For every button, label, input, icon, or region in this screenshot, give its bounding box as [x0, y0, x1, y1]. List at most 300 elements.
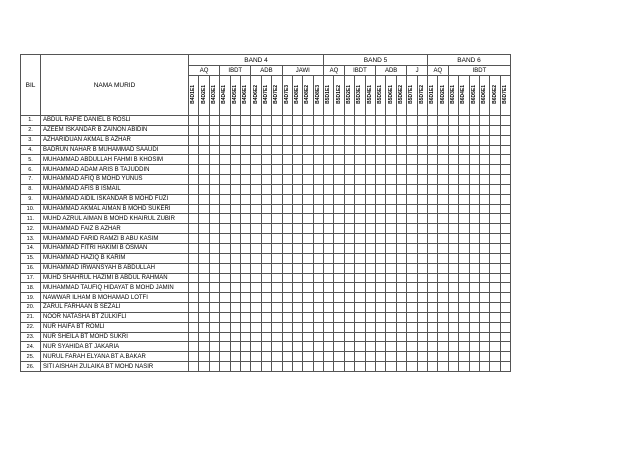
score-cell — [324, 342, 334, 352]
score-cell — [396, 116, 406, 126]
score-cell — [427, 145, 437, 155]
row-number: 7. — [21, 175, 41, 185]
student-name: AZEEM ISKANDAR B ZAINON ABIDIN — [41, 125, 189, 135]
score-cell — [407, 234, 417, 244]
score-cell — [396, 234, 406, 244]
score-cell — [344, 184, 354, 194]
score-cell — [220, 303, 230, 313]
score-cell — [386, 332, 396, 342]
score-cell — [427, 332, 437, 342]
score-cell — [199, 263, 209, 273]
score-cell — [407, 322, 417, 332]
code-label: B5D4E1 — [366, 85, 373, 104]
score-cell — [313, 135, 323, 145]
score-cell — [220, 184, 230, 194]
score-cell — [417, 155, 427, 165]
score-cell — [251, 303, 261, 313]
score-cell — [303, 224, 313, 234]
score-cell — [355, 243, 365, 253]
score-cell — [490, 116, 500, 126]
score-cell — [448, 322, 458, 332]
score-cell — [230, 204, 240, 214]
score-cell — [189, 165, 199, 175]
score-cell — [427, 214, 437, 224]
score-cell — [220, 352, 230, 362]
score-cell — [365, 253, 375, 263]
score-cell — [209, 204, 219, 214]
score-cell — [209, 312, 219, 322]
score-cell — [500, 273, 510, 283]
score-cell — [427, 125, 437, 135]
score-cell — [199, 342, 209, 352]
score-cell — [407, 155, 417, 165]
score-cell — [220, 125, 230, 135]
group-header: IBDT — [344, 66, 375, 76]
score-cell — [324, 155, 334, 165]
score-cell — [251, 352, 261, 362]
score-cell — [396, 184, 406, 194]
score-cell — [189, 116, 199, 126]
score-cell — [427, 135, 437, 145]
score-cell — [261, 145, 271, 155]
code-header-cell — [292, 76, 302, 116]
score-cell — [448, 194, 458, 204]
score-cell — [355, 342, 365, 352]
score-cell — [324, 243, 334, 253]
score-cell — [282, 224, 292, 234]
score-cell — [292, 204, 302, 214]
score-cell — [189, 352, 199, 362]
score-cell — [313, 184, 323, 194]
score-cell — [427, 303, 437, 313]
score-cell — [324, 303, 334, 313]
student-name: MUHAMMAD ABDULLAH FAHMI B KHOSIM — [41, 155, 189, 165]
score-cell — [365, 263, 375, 273]
score-cell — [282, 293, 292, 303]
score-cell — [282, 332, 292, 342]
table-row — [21, 273, 511, 283]
score-cell — [479, 194, 489, 204]
student-name: SITI AISHAH ZULAIKA BT MOHD NASIR — [41, 362, 189, 372]
code-label: B4D8E3 — [314, 85, 321, 104]
score-cell — [344, 135, 354, 145]
score-cell — [500, 253, 510, 263]
score-cell — [324, 165, 334, 175]
score-cell — [272, 303, 282, 313]
code-header-cell — [199, 76, 209, 116]
score-cell — [189, 214, 199, 224]
score-cell — [376, 352, 386, 362]
score-cell — [469, 303, 479, 313]
score-cell — [469, 352, 479, 362]
score-cell — [490, 283, 500, 293]
band-header: BAND 4 — [189, 55, 324, 66]
score-cell — [199, 204, 209, 214]
score-cell — [220, 312, 230, 322]
code-label: B5D3E1 — [356, 85, 363, 104]
score-cell — [438, 125, 448, 135]
code-label: B5D2E1 — [346, 85, 353, 104]
score-cell — [292, 165, 302, 175]
score-cell — [386, 342, 396, 352]
score-cell — [417, 224, 427, 234]
score-cell — [365, 273, 375, 283]
score-cell — [324, 263, 334, 273]
score-cell — [334, 293, 344, 303]
score-cell — [427, 283, 437, 293]
student-name: MUHAMMAD FITRI HAKIMI B OSMAN — [41, 243, 189, 253]
score-cell — [438, 145, 448, 155]
score-cell — [376, 263, 386, 273]
score-cell — [438, 312, 448, 322]
score-cell — [292, 312, 302, 322]
score-cell — [417, 234, 427, 244]
score-cell — [324, 194, 334, 204]
score-cell — [459, 342, 469, 352]
score-cell — [500, 204, 510, 214]
score-cell — [334, 155, 344, 165]
score-cell — [469, 165, 479, 175]
score-cell — [303, 293, 313, 303]
score-cell — [490, 175, 500, 185]
score-cell — [230, 253, 240, 263]
score-cell — [220, 342, 230, 352]
score-cell — [448, 155, 458, 165]
score-cell — [396, 145, 406, 155]
score-cell — [469, 342, 479, 352]
score-cell — [251, 194, 261, 204]
code-label: B6D4E1 — [460, 85, 467, 104]
score-cell — [313, 224, 323, 234]
student-name: ZARUL FARHAAN B SEZALI — [41, 303, 189, 313]
score-cell — [199, 155, 209, 165]
code-label: B5D6E1 — [387, 85, 394, 104]
score-cell — [459, 352, 469, 362]
score-cell — [365, 352, 375, 362]
score-cell — [334, 322, 344, 332]
score-cell — [272, 283, 282, 293]
score-cell — [459, 273, 469, 283]
score-cell — [189, 362, 199, 372]
score-cell — [240, 283, 250, 293]
score-cell — [365, 214, 375, 224]
score-cell — [376, 234, 386, 244]
score-cell — [230, 273, 240, 283]
score-cell — [427, 263, 437, 273]
score-cell — [355, 204, 365, 214]
score-cell — [386, 322, 396, 332]
score-cell — [220, 204, 230, 214]
score-cell — [303, 165, 313, 175]
score-cell — [355, 283, 365, 293]
score-cell — [251, 273, 261, 283]
student-name: MUHAMMAD AFIS B ISMAIL — [41, 184, 189, 194]
score-cell — [199, 165, 209, 175]
score-cell — [427, 243, 437, 253]
score-cell — [344, 204, 354, 214]
code-label: B4D8E1 — [294, 85, 301, 104]
score-cell — [448, 165, 458, 175]
score-cell — [500, 116, 510, 126]
score-cell — [407, 352, 417, 362]
score-cell — [251, 145, 261, 155]
code-header-cell — [220, 76, 230, 116]
score-cell — [240, 273, 250, 283]
score-cell — [230, 332, 240, 342]
score-cell — [272, 214, 282, 224]
score-cell — [407, 204, 417, 214]
code-header-cell — [261, 76, 271, 116]
score-cell — [230, 322, 240, 332]
score-cell — [396, 204, 406, 214]
score-cell — [292, 293, 302, 303]
row-number: 26. — [21, 362, 41, 372]
score-cell — [230, 194, 240, 204]
score-cell — [251, 175, 261, 185]
score-cell — [459, 175, 469, 185]
score-cell — [272, 263, 282, 273]
score-cell — [292, 175, 302, 185]
score-cell — [479, 234, 489, 244]
score-cell — [365, 332, 375, 342]
student-name: NUR SHEILA BT MOHD SUKRI — [41, 332, 189, 342]
score-cell — [396, 243, 406, 253]
score-cell — [469, 322, 479, 332]
score-cell — [209, 125, 219, 135]
code-label: B6D5E1 — [470, 85, 477, 104]
score-cell — [417, 303, 427, 313]
score-cell — [355, 145, 365, 155]
score-cell — [282, 362, 292, 372]
student-name: NURUL FARAH ELYANA BT A.BAKAR — [41, 352, 189, 362]
score-cell — [189, 243, 199, 253]
score-cell — [251, 184, 261, 194]
score-cell — [459, 263, 469, 273]
score-cell — [282, 342, 292, 352]
score-cell — [189, 253, 199, 263]
score-cell — [303, 175, 313, 185]
score-cell — [334, 243, 344, 253]
score-cell — [251, 332, 261, 342]
student-name: AZHARIDUAN AKMAL B AZHAR — [41, 135, 189, 145]
score-cell — [417, 362, 427, 372]
score-cell — [427, 342, 437, 352]
score-cell — [251, 234, 261, 244]
code-header-cell — [303, 76, 313, 116]
code-label: B6D3E1 — [449, 85, 456, 104]
student-name: NUR HAIFA BT ROMLI — [41, 322, 189, 332]
score-cell — [479, 243, 489, 253]
score-cell — [230, 214, 240, 224]
score-cell — [230, 243, 240, 253]
score-cell — [272, 175, 282, 185]
score-cell — [479, 342, 489, 352]
score-cell — [292, 194, 302, 204]
score-cell — [261, 303, 271, 313]
score-cell — [303, 135, 313, 145]
score-cell — [365, 342, 375, 352]
score-cell — [209, 194, 219, 204]
score-cell — [427, 224, 437, 234]
group-header: JAWI — [282, 66, 324, 76]
score-cell — [230, 283, 240, 293]
score-cell — [240, 214, 250, 224]
score-cell — [396, 194, 406, 204]
student-name: MUHAMMAD IRWANSYAH B ABDULLAH — [41, 263, 189, 273]
score-cell — [386, 234, 396, 244]
score-cell — [417, 214, 427, 224]
code-header-cell — [355, 76, 365, 116]
row-number: 23. — [21, 332, 41, 342]
score-cell — [209, 342, 219, 352]
score-cell — [313, 145, 323, 155]
score-cell — [407, 362, 417, 372]
score-cell — [355, 165, 365, 175]
score-cell — [209, 332, 219, 342]
score-cell — [303, 362, 313, 372]
score-cell — [199, 184, 209, 194]
score-cell — [417, 293, 427, 303]
score-cell — [355, 224, 365, 234]
score-cell — [459, 332, 469, 342]
row-number: 6. — [21, 165, 41, 175]
score-cell — [448, 116, 458, 126]
score-cell — [365, 283, 375, 293]
score-cell — [209, 116, 219, 126]
score-cell — [282, 165, 292, 175]
score-cell — [490, 342, 500, 352]
score-cell — [324, 253, 334, 263]
student-name: MUHAMMAD AFIQ B MOHD YUNUS — [41, 175, 189, 185]
score-cell — [386, 135, 396, 145]
table-row — [21, 263, 511, 273]
score-cell — [282, 283, 292, 293]
score-cell — [469, 273, 479, 283]
score-cell — [427, 155, 437, 165]
score-cell — [324, 273, 334, 283]
code-header-cell — [344, 76, 354, 116]
score-cell — [334, 194, 344, 204]
code-label: B4D4E1 — [221, 85, 228, 104]
score-cell — [407, 253, 417, 263]
score-cell — [500, 342, 510, 352]
score-cell — [365, 224, 375, 234]
score-cell — [272, 135, 282, 145]
score-cell — [355, 273, 365, 283]
row-number: 22. — [21, 322, 41, 332]
score-cell — [376, 165, 386, 175]
score-cell — [334, 175, 344, 185]
score-cell — [386, 224, 396, 234]
code-label: B5D5E1 — [377, 85, 384, 104]
score-cell — [324, 145, 334, 155]
score-cell — [376, 184, 386, 194]
score-cell — [251, 342, 261, 352]
student-name: NAWWAR ILHAM B MOHAMAD LOTFI — [41, 293, 189, 303]
row-number: 3. — [21, 135, 41, 145]
score-cell — [251, 283, 261, 293]
table-row — [21, 145, 511, 155]
score-cell — [376, 135, 386, 145]
score-cell — [261, 293, 271, 303]
code-header-cell — [313, 76, 323, 116]
code-label: B5D1E2 — [335, 85, 342, 104]
score-cell — [282, 214, 292, 224]
score-cell — [459, 234, 469, 244]
score-cell — [376, 342, 386, 352]
score-cell — [282, 253, 292, 263]
score-cell — [459, 125, 469, 135]
score-cell — [220, 175, 230, 185]
score-cell — [220, 116, 230, 126]
score-cell — [272, 312, 282, 322]
score-cell — [344, 234, 354, 244]
score-cell — [261, 322, 271, 332]
score-cell — [417, 243, 427, 253]
score-cell — [448, 224, 458, 234]
score-cell — [282, 273, 292, 283]
score-cell — [459, 322, 469, 332]
score-cell — [334, 116, 344, 126]
score-cell — [344, 342, 354, 352]
score-cell — [396, 352, 406, 362]
score-cell — [199, 135, 209, 145]
score-cell — [282, 155, 292, 165]
score-cell — [459, 224, 469, 234]
score-cell — [313, 204, 323, 214]
score-cell — [386, 243, 396, 253]
score-cell — [261, 263, 271, 273]
score-cell — [334, 165, 344, 175]
score-cell — [355, 175, 365, 185]
score-cell — [459, 214, 469, 224]
score-cell — [490, 273, 500, 283]
score-cell — [220, 243, 230, 253]
score-cell — [220, 273, 230, 283]
score-cell — [344, 214, 354, 224]
score-cell — [220, 332, 230, 342]
code-header-cell — [334, 76, 344, 116]
score-cell — [272, 322, 282, 332]
code-label: B4D2E1 — [200, 85, 207, 104]
score-cell — [438, 243, 448, 253]
score-cell — [490, 312, 500, 322]
score-cell — [272, 145, 282, 155]
score-cell — [459, 194, 469, 204]
score-cell — [365, 322, 375, 332]
score-cell — [292, 116, 302, 126]
score-cell — [376, 194, 386, 204]
score-cell — [376, 253, 386, 263]
score-cell — [272, 253, 282, 263]
score-cell — [365, 234, 375, 244]
score-cell — [251, 253, 261, 263]
score-cell — [490, 194, 500, 204]
code-label: B4D6E2 — [252, 85, 259, 104]
score-cell — [355, 184, 365, 194]
score-cell — [479, 303, 489, 313]
score-cell — [209, 155, 219, 165]
score-cell — [490, 165, 500, 175]
score-cell — [220, 155, 230, 165]
code-header-cell — [427, 76, 437, 116]
score-cell — [355, 362, 365, 372]
score-cell — [417, 253, 427, 263]
score-cell — [303, 332, 313, 342]
score-cell — [355, 332, 365, 342]
score-cell — [282, 312, 292, 322]
code-header-cell — [189, 76, 199, 116]
